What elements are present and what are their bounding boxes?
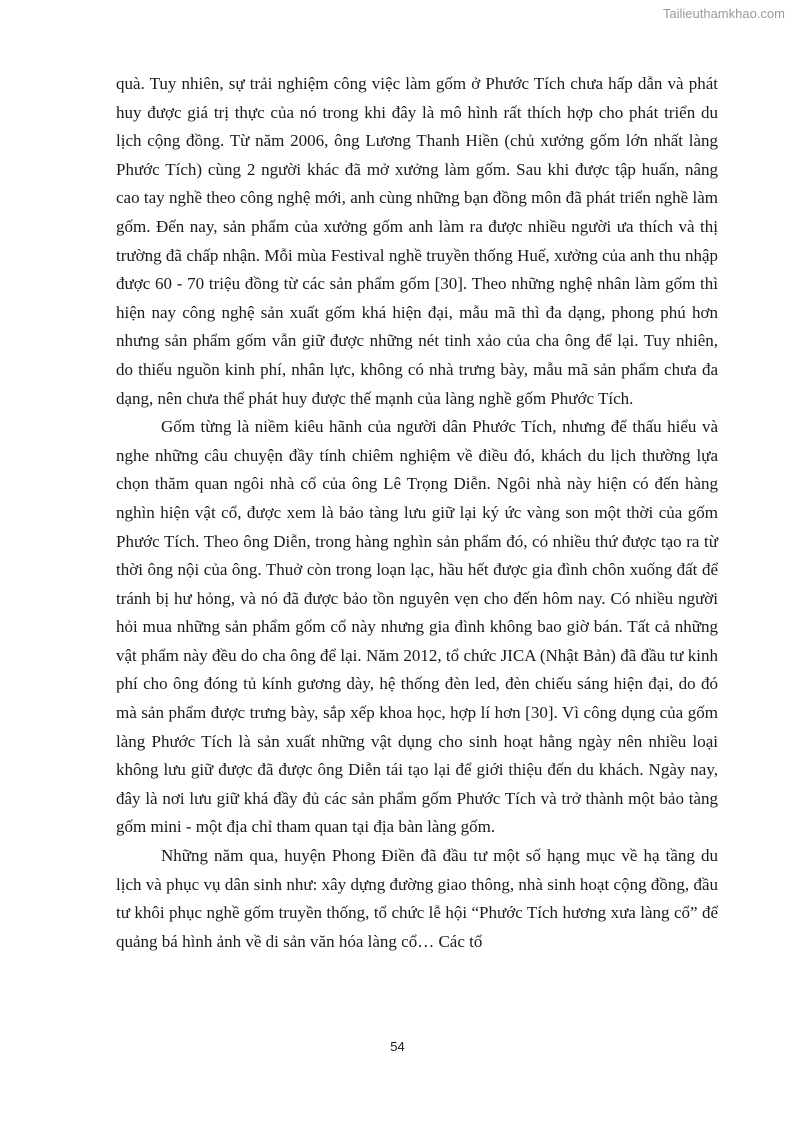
- paragraph-3: Những năm qua, huyện Phong Điền đã đầu tư một số hạng mục về hạ tầng du lịch và phục vụ dân sinh như: xây dựng đường giao thông, nhà sinh hoạt cộng đồng, đầu tư khôi phục nghề gốm truyền thống, tổ chức lễ hội “Phước Tích hương xưa làng cổ” để quảng bá hình ảnh về di sản văn hóa làng cổ… Các tổ: [116, 846, 718, 951]
- paragraph-2: Gốm từng là niềm kiêu hãnh của người dân Phước Tích, nhưng để thấu hiểu và nghe những câu chuyện đầy tính chiêm nghiệm về điều đó, khách du lịch thường lựa chọn thăm quan ngôi nhà cổ của ông Lê Trọng Diễn. Ngôi nhà này hiện có đến hàng nghìn hiện vật cổ, được xem là bảo tàng lưu giữ lại ký ức vàng son một thời của gốm Phước Tích. Theo ông Diễn, trong hàng nghìn sản phẩm đó, có nhiều thứ được tạo ra từ thời ông nội của ông. Thuở còn trong loạn lạc, hầu hết được gia đình chôn xuống đất để tránh bị hư hỏng, và nó đã được bảo tồn nguyên vẹn cho đến hôm nay. Có nhiều người hỏi mua những sản phẩm gốm cổ này nhưng gia đình không bao giờ bán. Tất cả những vật phẩm này đều do cha ông để lại. Năm 2012, tổ chức JICA (Nhật Bản) đã đầu tư kinh phí cho ông đóng tủ kính gương dày, hệ thống đèn led, đèn chiếu sáng hiện đại, do đó mà sản phẩm được trưng bày, sắp xếp khoa học, hợp lí hơn [30]. Vì công dụng của gốm làng Phước Tích là sản xuất những vật dụng cho sinh hoạt hằng ngày nên nhiều loại không lưu giữ được đã được ông Diễn tái tạo lại để giới thiệu đến du khách. Ngày nay, đây là nơi lưu giữ khá đầy đủ các sản phẩm gốm Phước Tích và trở thành một bảo tàng gốm mini - một địa chỉ tham quan tại địa bàn làng gốm.: [116, 417, 718, 837]
- paragraph-1: quà. Tuy nhiên, sự trải nghiệm công việc làm gốm ở Phước Tích chưa hấp dẫn và phát huy được giá trị thực của nó trong khi đây là mô hình rất thích hợp cho phát triển du lịch cộng đồng. Từ năm 2006, ông Lương Thanh Hiền (chủ xưởng gốm lớn nhất làng Phước Tích) cùng 2 người khác đã mở xưởng làm gốm. Sau khi được tập huấn, nâng cao tay nghề theo công nghệ mới, anh cùng những bạn đồng môn đã phát triển nghề làm gốm. Đến nay, sản phẩm của xưởng gốm anh làm ra được nhiều người ưa thích và thị trường đã chấp nhận. Mỗi mùa Festival nghề truyền thống Huế, xưởng của anh thu nhập được 60 - 70 triệu đồng từ các sản phẩm gốm [30]. Theo những nghệ nhân làm gốm thì hiện nay công nghệ sản xuất gốm khá hiện đại, mẫu mã thì đa dạng, phong phú hơn nhưng sản phẩm gốm vẫn giữ được những nét tinh xảo của cha ông để lại. Tuy nhiên, do thiếu nguồn kinh phí, nhân lực, không có nhà trưng bày, mẫu mã sản phẩm chưa đa dạng, nên chưa thể phát huy được thế mạnh của làng nghề gốm Phước Tích.: [116, 74, 718, 408]
- document-body: [116, 70, 718, 956]
- page-number: 54: [390, 1039, 405, 1054]
- watermark-text: Tailieuthamkhao.com: [662, 6, 785, 21]
